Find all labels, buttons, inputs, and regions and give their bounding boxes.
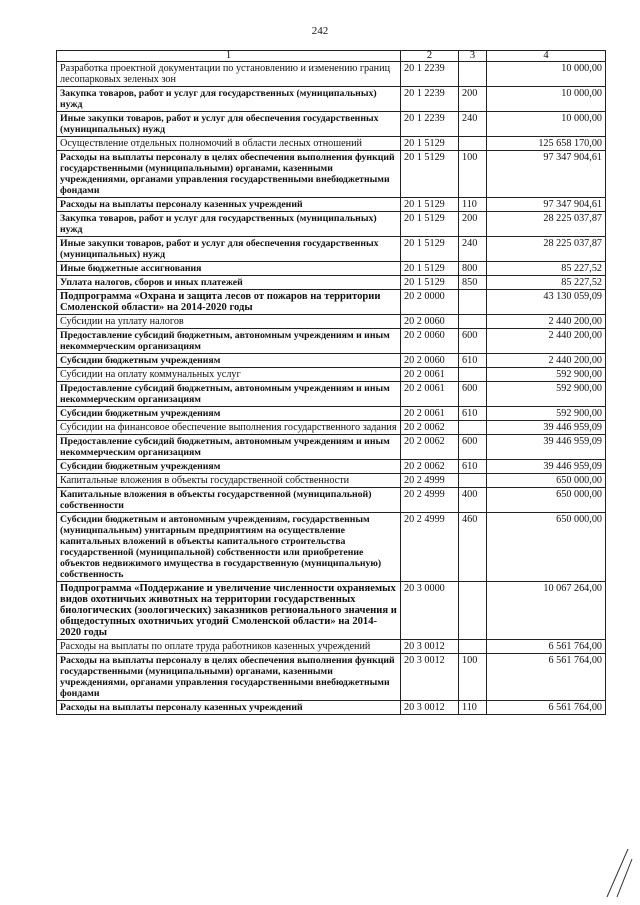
row-name: Субсидии бюджетным учреждениям [57, 460, 401, 474]
row-sum: 650 000,00 [487, 474, 606, 488]
row-type: 610 [459, 354, 487, 368]
row-name: Уплата налогов, сборов и иных платежей [57, 276, 401, 290]
row-sum: 6 561 764,00 [487, 654, 606, 701]
row-sum: 39 446 959,09 [487, 435, 606, 460]
signature-mark [604, 845, 634, 900]
row-type [459, 421, 487, 435]
row-name: Субсидии бюджетным и автономным учреждениям, государственным (муниципальным) унитарным предприятиям на осуществление капитальных вложений в объекты капитального строительства государственной (муниципальной) собственности или приобретение объектов недвижимого имущества в государственную (муниципальную) собственность [57, 513, 401, 582]
row-code: 20 2 0061 [401, 382, 459, 407]
row-code: 20 2 4999 [401, 488, 459, 513]
row-type: 850 [459, 276, 487, 290]
row-sum: 592 900,00 [487, 382, 606, 407]
row-sum: 85 227,52 [487, 276, 606, 290]
row-code: 20 1 5129 [401, 151, 459, 198]
row-name: Субсидии на оплату коммунальных услуг [57, 368, 401, 382]
row-name: Расходы на выплаты персоналу казенных учреждений [57, 701, 401, 715]
row-sum: 85 227,52 [487, 262, 606, 276]
row-code: 20 1 5129 [401, 276, 459, 290]
row-type: 200 [459, 212, 487, 237]
row-type [459, 582, 487, 640]
row-name: Предоставление субсидий бюджетным, автономным учреждениям и иным некоммерческим организациям [57, 329, 401, 354]
row-code: 20 2 4999 [401, 474, 459, 488]
row-name: Расходы на выплаты персоналу в целях обеспечения выполнения функций государственными (муниципальными) органами, казенными учреждениями, органами управления государственными внебюджетными фондами [57, 654, 401, 701]
row-sum: 39 446 959,09 [487, 421, 606, 435]
row-type: 100 [459, 151, 487, 198]
page-number: 242 [311, 25, 329, 37]
row-code: 20 1 2239 [401, 87, 459, 112]
table-row [57, 513, 606, 582]
row-code: 20 1 2239 [401, 112, 459, 137]
row-sum: 2 440 200,00 [487, 329, 606, 354]
table-row [57, 151, 606, 198]
row-code: 20 3 0000 [401, 582, 459, 640]
row-name: Подпрограмма «Поддержание и увеличение численности охраняемых видов охотничьих животных на территории государственных биологических (зоологических) заказников регионального значения и общедоступных охотничьих угодий Смоленской области» на 2014-2020 годы [57, 582, 401, 640]
table-row [57, 62, 606, 87]
row-sum: 97 347 904,61 [487, 151, 606, 198]
row-type: 400 [459, 488, 487, 513]
row-code: 20 2 0061 [401, 368, 459, 382]
row-type [459, 315, 487, 329]
budget-table [56, 50, 606, 715]
table-row [57, 354, 606, 368]
table-row [57, 212, 606, 237]
column-header: 1 [57, 51, 401, 62]
row-sum: 592 900,00 [487, 407, 606, 421]
table-row [57, 262, 606, 276]
row-sum: 125 658 170,00 [487, 137, 606, 151]
table-row [57, 112, 606, 137]
row-code: 20 2 4999 [401, 513, 459, 582]
row-name: Расходы на выплаты персоналу казенных учреждений [57, 198, 401, 212]
row-type: 240 [459, 237, 487, 262]
row-code: 20 1 5129 [401, 237, 459, 262]
row-code: 20 1 5129 [401, 262, 459, 276]
row-sum: 650 000,00 [487, 488, 606, 513]
row-sum: 39 446 959,09 [487, 460, 606, 474]
row-type [459, 368, 487, 382]
row-type: 200 [459, 87, 487, 112]
row-type: 110 [459, 701, 487, 715]
row-type [459, 640, 487, 654]
row-name: Расходы на выплаты по оплате труда работников казенных учреждений [57, 640, 401, 654]
row-name: Иные закупки товаров, работ и услуг для обеспечения государственных (муниципальных) нужд [57, 112, 401, 137]
row-code: 20 2 0062 [401, 460, 459, 474]
table-row [57, 421, 606, 435]
row-code: 20 2 0000 [401, 290, 459, 315]
row-code: 20 3 0012 [401, 640, 459, 654]
table-row [57, 640, 606, 654]
table-row [57, 198, 606, 212]
row-code: 20 2 0060 [401, 329, 459, 354]
row-sum: 2 440 200,00 [487, 354, 606, 368]
row-name: Субсидии на финансовое обеспечение выполнения государственного задания [57, 421, 401, 435]
table-row [57, 329, 606, 354]
row-sum: 592 900,00 [487, 368, 606, 382]
table-row [57, 87, 606, 112]
row-sum: 28 225 037,87 [487, 237, 606, 262]
row-name: Разработка проектной документации по установлению и изменению границ лесопарковых зеленых зон [57, 62, 401, 87]
row-name: Закупка товаров, работ и услуг для государственных (муниципальных) нужд [57, 212, 401, 237]
row-type: 610 [459, 460, 487, 474]
row-name: Предоставление субсидий бюджетным, автономным учреждениям и иным некоммерческим организациям [57, 435, 401, 460]
row-code: 20 2 0061 [401, 407, 459, 421]
row-sum: 10 000,00 [487, 112, 606, 137]
table-row [57, 315, 606, 329]
table-header-row [57, 51, 606, 62]
table-row [57, 435, 606, 460]
column-header: 3 [459, 51, 487, 62]
row-type [459, 62, 487, 87]
row-type: 110 [459, 198, 487, 212]
row-code: 20 1 2239 [401, 62, 459, 87]
row-type: 600 [459, 435, 487, 460]
row-type [459, 474, 487, 488]
row-code: 20 3 0012 [401, 701, 459, 715]
column-header: 2 [401, 51, 459, 62]
row-code: 20 1 5129 [401, 198, 459, 212]
row-sum: 10 067 264,00 [487, 582, 606, 640]
table-row [57, 368, 606, 382]
row-sum: 2 440 200,00 [487, 315, 606, 329]
table-row [57, 701, 606, 715]
row-code: 20 2 0060 [401, 354, 459, 368]
table-row [57, 654, 606, 701]
row-name: Субсидии на уплату налогов [57, 315, 401, 329]
row-code: 20 1 5129 [401, 212, 459, 237]
row-sum: 650 000,00 [487, 513, 606, 582]
table-row [57, 290, 606, 315]
row-type: 600 [459, 329, 487, 354]
row-name: Иные бюджетные ассигнования [57, 262, 401, 276]
row-type: 800 [459, 262, 487, 276]
row-name: Субсидии бюджетным учреждениям [57, 407, 401, 421]
row-code: 20 2 0062 [401, 421, 459, 435]
row-name: Расходы на выплаты персоналу в целях обеспечения выполнения функций государственными (муниципальными) органами, казенными учреждениями, органами управления государственными внебюджетными фондами [57, 151, 401, 198]
table-row [57, 276, 606, 290]
row-type: 240 [459, 112, 487, 137]
row-name: Субсидии бюджетным учреждениям [57, 354, 401, 368]
table-row [57, 382, 606, 407]
row-type: 610 [459, 407, 487, 421]
table-row [57, 582, 606, 640]
row-type: 600 [459, 382, 487, 407]
row-type: 100 [459, 654, 487, 701]
row-sum: 97 347 904,61 [487, 198, 606, 212]
row-sum: 10 000,00 [487, 87, 606, 112]
table-row [57, 474, 606, 488]
row-name: Подпрограмма «Охрана и защита лесов от пожаров на территории Смоленской области» на 2014-2020 годы [57, 290, 401, 315]
table-row [57, 460, 606, 474]
row-type: 460 [459, 513, 487, 582]
row-sum: 28 225 037,87 [487, 212, 606, 237]
row-code: 20 2 0062 [401, 435, 459, 460]
row-code: 20 2 0060 [401, 315, 459, 329]
row-name: Предоставление субсидий бюджетным, автономным учреждениям и иным некоммерческим организациям [57, 382, 401, 407]
row-sum: 6 561 764,00 [487, 701, 606, 715]
table-row [57, 137, 606, 151]
row-sum: 6 561 764,00 [487, 640, 606, 654]
row-name: Закупка товаров, работ и услуг для государственных (муниципальных) нужд [57, 87, 401, 112]
row-sum: 43 130 059,09 [487, 290, 606, 315]
row-name: Осуществление отдельных полномочий в области лесных отношений [57, 137, 401, 151]
row-name: Иные закупки товаров, работ и услуг для обеспечения государственных (муниципальных) нужд [57, 237, 401, 262]
row-type [459, 290, 487, 315]
table-body [57, 62, 606, 715]
row-code: 20 1 5129 [401, 137, 459, 151]
row-name: Капитальные вложения в объекты государственной (муниципальной) собственности [57, 488, 401, 513]
row-sum: 10 000,00 [487, 62, 606, 87]
column-header: 4 [487, 51, 606, 62]
row-code: 20 3 0012 [401, 654, 459, 701]
row-name: Капитальные вложения в объекты государственной собственности [57, 474, 401, 488]
row-type [459, 137, 487, 151]
table-row [57, 407, 606, 421]
table-row [57, 237, 606, 262]
table-row [57, 488, 606, 513]
